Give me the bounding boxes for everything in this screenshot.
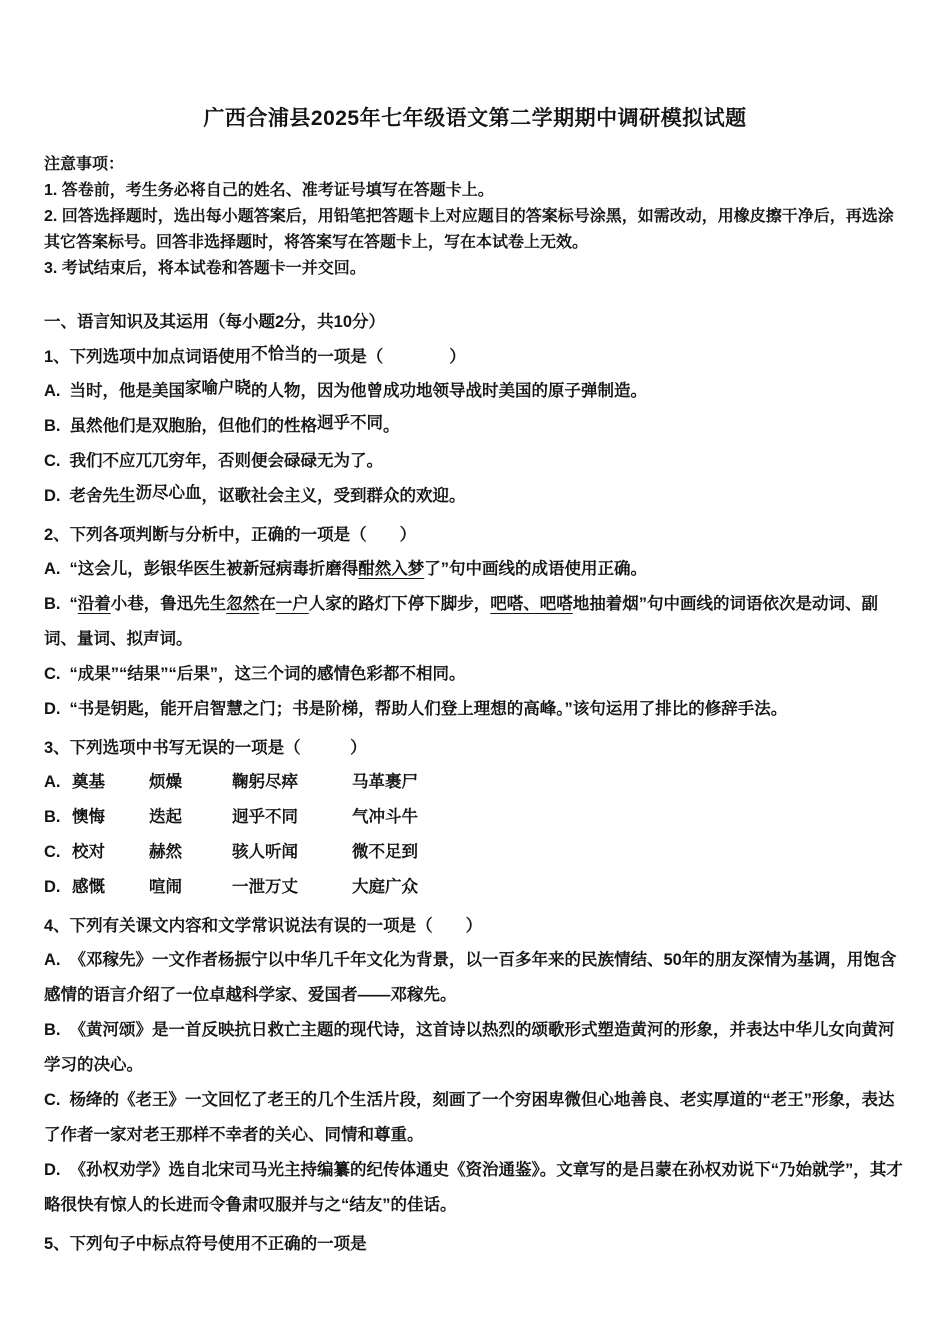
- option-row: [44, 800, 906, 835]
- text-run: “书是钥匙，能开启智慧之门；书是阶梯，帮助人们登上理想的高峰。”该句运用了排比的修辞手法。: [69, 700, 788, 718]
- option-label: D.: [44, 487, 61, 505]
- text-run: 《黄河颂》是一首反映抗日救亡主题的现代诗，这首诗以热烈的颂歌形式塑造黄河的形象，并表达中华儿女向黄河学习的决心。: [44, 1021, 895, 1074]
- option-row: [44, 765, 906, 800]
- text-run: 5、下列句子中标点符号使用不正确的一项是: [44, 1235, 367, 1253]
- option-word: 感慨: [72, 878, 105, 896]
- option-word: 烦燥: [149, 773, 182, 791]
- text-run: 了”句中画线的成语使用正确。: [424, 560, 647, 578]
- text-run: 虽然他们是双胞胎，但他们的性格: [69, 417, 317, 435]
- option-word: 微不足到: [352, 843, 418, 861]
- question-stem: [44, 731, 906, 765]
- underlined-phrase: 忽然: [226, 595, 260, 613]
- option-label: A.: [44, 951, 61, 969]
- text-run: 2、下列各项判断与分析中，正确的一项是（ ）: [44, 526, 417, 544]
- text-run: 地抽着烟”句中画线的词语依次是动词、副词、量词、拟声词。: [44, 595, 878, 648]
- option-label: D.: [44, 878, 61, 896]
- text-run: 杨绛的《老王》一文回忆了老王的几个生活片段，刻画了一个穷困卑微但心地善良、老实厚道的“老王”形象，表达了作者一家对老王那样不幸者的关心、同情和尊重。: [44, 1091, 895, 1144]
- option-word: 气冲斗牛: [352, 808, 418, 826]
- text-run: 《孙权劝学》选自北宋司马光主持编纂的纪传体通史《资治通鉴》。文章写的是吕蒙在孙权劝说下“乃始就学”，其才略很快有惊人的长进而令鲁肃叹服并与之“结友”的佳话。: [44, 1161, 903, 1214]
- question-stem: [44, 518, 906, 552]
- text-run: 在: [259, 595, 276, 613]
- text-run: 1、下列选项中加点词语使用: [44, 348, 252, 366]
- option-row: [44, 444, 906, 479]
- question-3: [44, 731, 906, 905]
- option-label: B.: [44, 595, 61, 613]
- question-2: [44, 518, 906, 727]
- notice-item: 1. 答卷前，考生务必将自己的姓名、准考证号填写在答题卡上。: [44, 182, 494, 199]
- text-run: 老舍先生: [69, 487, 136, 505]
- notice-item: 3. 考试结束后，将本试卷和答题卡一并交回。: [44, 260, 366, 277]
- option-label: C.: [44, 452, 61, 470]
- option-word: 校对: [72, 843, 105, 861]
- option-word: 赫然: [149, 843, 182, 861]
- option-word: 大庭广众: [352, 878, 418, 896]
- text-run: ，讴歌社会主义，受到群众的欢迎。: [201, 487, 466, 505]
- option-row: [44, 692, 906, 727]
- underlined-phrase: 沿着: [77, 595, 111, 613]
- option-word: 一泄万丈: [232, 878, 298, 896]
- underlined-phrase: 吧嗒、吧嗒: [490, 595, 573, 613]
- text-run: 。: [383, 417, 400, 435]
- text-run: 《邓稼先》一文作者杨振宁以中华几千年文化为背景，以一百多年来的民族情结、50年的朋友深情为基调，用饱含感情的语言介绍了一位卓越科学家、爱国者——邓稼先。: [44, 951, 897, 1004]
- option-row: [44, 835, 906, 870]
- question-stem: [44, 1227, 906, 1261]
- option-row: [44, 657, 906, 692]
- option-row: [44, 374, 906, 409]
- notice-item: 2. 回答选择题时，选出每小题答案后，用铅笔把答题卡上对应题目的答案标号涂黑，如需改动，用橡皮擦干净后，再选涂其它答案标号。回答非选择题时，将答案写在答题卡上，写在本试卷上无效。: [44, 208, 894, 251]
- underlined-phrase: 一户: [275, 595, 309, 613]
- text-run: 的人物，因为他曾成功地领导战时美国的原子弹制造。: [251, 382, 647, 400]
- option-row: [44, 479, 906, 514]
- option-row: [44, 943, 906, 1013]
- notice-section: [44, 152, 906, 282]
- option-label: D.: [44, 1161, 61, 1179]
- text-run: 我们不应兀兀穷年，否则便会碌碌无为了。: [69, 452, 383, 470]
- option-word: 鞠躬尽瘁: [232, 773, 298, 791]
- question-1: [44, 340, 906, 514]
- questions-container: [44, 340, 906, 1261]
- emphasized-phrase: 沥尽心血: [135, 484, 202, 502]
- option-label: C.: [44, 1091, 61, 1109]
- option-label: A.: [44, 382, 61, 400]
- question-stem: [44, 340, 906, 374]
- text-run: “成果”“结果”“后果”，这三个词的感情色彩都不相同。: [69, 665, 466, 683]
- page-title: 广西合浦县2025年七年级语文第二学期期中调研模拟试题: [203, 107, 747, 130]
- text-run: “: [69, 595, 78, 613]
- question-4: [44, 909, 906, 1223]
- text-run: 4、下列有关课文内容和文学常识说法有误的一项是（ ）: [44, 917, 483, 935]
- question-stem: [44, 909, 906, 943]
- option-row: [44, 1013, 906, 1083]
- option-word: 骇人听闻: [232, 843, 298, 861]
- emphasized-phrase: 家喻户晓: [185, 379, 251, 397]
- option-word: 奠基: [72, 773, 105, 791]
- notice-list: [44, 178, 906, 282]
- option-row: [44, 587, 906, 657]
- option-row: [44, 870, 906, 905]
- option-word: 马革裹尸: [352, 773, 418, 791]
- option-word: 喧闹: [149, 878, 182, 896]
- option-label: B.: [44, 1021, 61, 1039]
- text-run: 小巷，鲁迅先生: [110, 595, 227, 613]
- option-row: [44, 552, 906, 587]
- option-word: 迥乎不同: [232, 808, 298, 826]
- section-heading: 一、语言知识及其运用（每小题2分，共10分）: [44, 313, 386, 331]
- text-run: 3、下列选项中书写无误的一项是（ ）: [44, 739, 367, 757]
- option-word: 懊悔: [72, 808, 105, 826]
- option-row: [44, 1083, 906, 1153]
- option-label: B.: [44, 808, 61, 826]
- option-label: C.: [44, 843, 61, 861]
- text-run: 的一项是（ ）: [300, 348, 466, 366]
- underlined-phrase: 酣然入梦: [358, 560, 425, 578]
- emphasized-phrase: 不恰当: [251, 345, 301, 363]
- option-label: B.: [44, 417, 61, 435]
- text-run: 人家的路灯下停下脚步，: [308, 595, 491, 613]
- emphasized-phrase: 迥乎不同: [317, 414, 383, 432]
- option-row: [44, 409, 906, 444]
- option-label: A.: [44, 773, 61, 791]
- text-run: 当时，他是美国: [69, 382, 185, 400]
- text-run: “这会儿，彭银华医生被新冠病毒折磨得: [69, 560, 359, 578]
- option-label: A.: [44, 560, 61, 578]
- option-label: D.: [44, 700, 61, 718]
- option-label: C.: [44, 665, 61, 683]
- option-row: [44, 1153, 906, 1223]
- question-5: [44, 1227, 906, 1261]
- option-word: 迭起: [149, 808, 182, 826]
- notice-heading: 注意事项：: [44, 156, 125, 173]
